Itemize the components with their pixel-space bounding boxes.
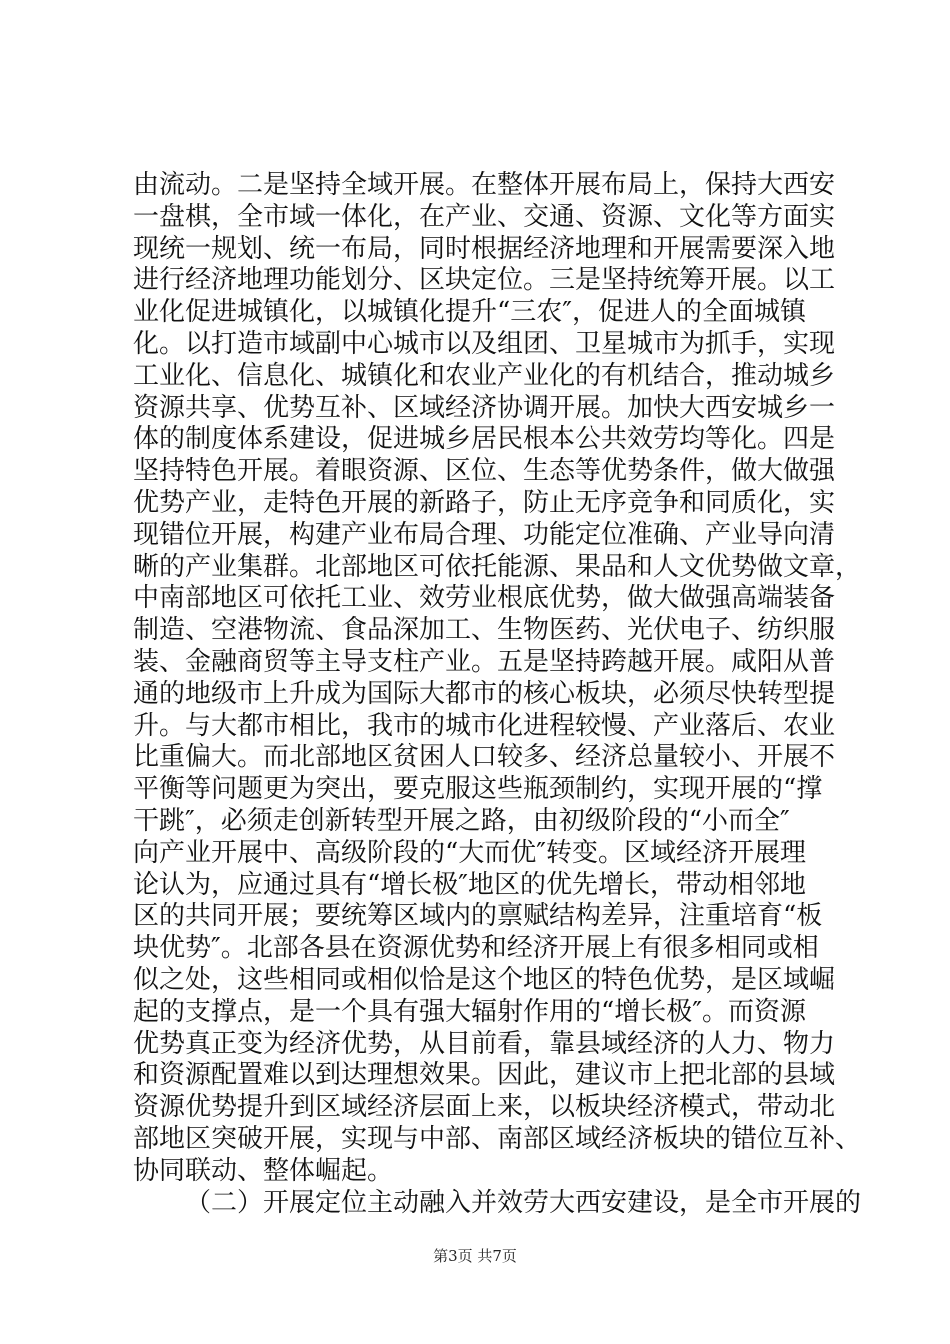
text-line: 现错位开展，构建产业布局合理、功能定位准确、产业导向清 — [133, 519, 836, 550]
text-line: 通的地级市上升成为国际大都市的核心板块，必须尽快转型提 — [133, 678, 836, 709]
text-line: 进行经济地理功能划分、区块定位。三是坚持统筹开展。以工 — [133, 265, 836, 296]
page-footer: 第3页 共7页 — [433, 1247, 517, 1265]
text-line: 平衡等问题更为突出，要克服这些瓶颈制约，实现开展的“撑 — [133, 774, 823, 805]
text-line: 似之处，这些相同或相似恰是这个地区的特色优势，是区域崛 — [133, 964, 836, 995]
text-line: 化。以打造市域副中心城市以及组团、卫星城市为抓手，实现 — [133, 328, 836, 359]
text-line: 优势产业，走特色开展的新路子，防止无序竞争和同质化，实 — [133, 487, 836, 518]
text-line: 向产业开展中、高级阶段的“大而优″转变。区域经济开展理 — [133, 837, 807, 868]
text-line: 资源共享、优势互补、区域经济协调开展。加快大西安城乡一 — [133, 392, 836, 423]
text-line: 优势真正变为经济优势，从目前看，靠县域经济的人力、物力 — [133, 1028, 836, 1059]
text-line: 体的制度体系建设，促进城乡居民根本公共效劳均等化。四是 — [133, 424, 836, 455]
text-line: 中南部地区可依托工业、效劳业根底优势，做大做强高端装备 — [133, 583, 836, 614]
text-line: 论认为，应通过具有“增长极″地区的优先增长，带动相邻地 — [133, 869, 807, 900]
text-line: 晰的产业集群。北部地区可依托能源、果品和人文优势做文章， — [133, 551, 862, 582]
text-line: 比重偏大。而北部地区贫困人口较多、经济总量较小、开展不 — [133, 742, 836, 773]
text-line: 装、金融商贸等主导支柱产业。五是坚持跨越开展。咸阳从普 — [133, 646, 836, 677]
text-line: 一盘棋，全市域一体化，在产业、交通、资源、文化等方面实 — [133, 201, 836, 232]
body-text — [133, 170, 862, 1219]
text-line: 制造、空港物流、食品深加工、生物医药、光伏电子、纺织服 — [133, 615, 836, 646]
text-line: 坚持特色开展。着眼资源、区位、生态等优势条件，做大做强 — [133, 456, 836, 487]
text-line: 现统一规划、统一布局，同时根据经济地理和开展需要深入地 — [133, 233, 836, 264]
text-line: 区的共同开展；要统筹区域内的禀赋结构差异，注重培育“板 — [133, 901, 823, 932]
text-line: 资源优势提升到区域经济层面上来，以板块经济模式，带动北 — [133, 1092, 836, 1123]
text-line: 协同联动、整体崛起。 — [133, 1155, 394, 1186]
text-line: 升。与大都市相比，我市的城市化进程较慢、产业落后、农业 — [133, 710, 836, 741]
text-line: 块优势″。北部各县在资源优势和经济开展上有很多相同或相 — [133, 933, 819, 964]
text-line: 干跳″，必须走创新转型开展之路，由初级阶段的“小而全″ — [133, 805, 790, 836]
text-line: 业化促进城镇化，以城镇化提升“三农″，促进人的全面城镇 — [133, 297, 807, 328]
text-line: 由流动。二是坚持全域开展。在整体开展布局上，保持大西安 — [133, 170, 836, 200]
text-line: 工业化、信息化、城镇化和农业产业化的有机结合，推动城乡 — [133, 360, 836, 391]
paragraph-first-line: （二）开展定位主动融入并效劳大西安建设，是全市开展的 — [185, 1187, 862, 1218]
text-line: 部地区突破开展，实现与中部、南部区域经济板块的错位互补、 — [133, 1123, 862, 1154]
text-line: 和资源配置难以到达理想效果。因此，建议市上把北部的县域 — [133, 1060, 836, 1091]
text-line: 起的支撑点，是一个具有强大辐射作用的“增长极″。而资源 — [133, 996, 807, 1027]
